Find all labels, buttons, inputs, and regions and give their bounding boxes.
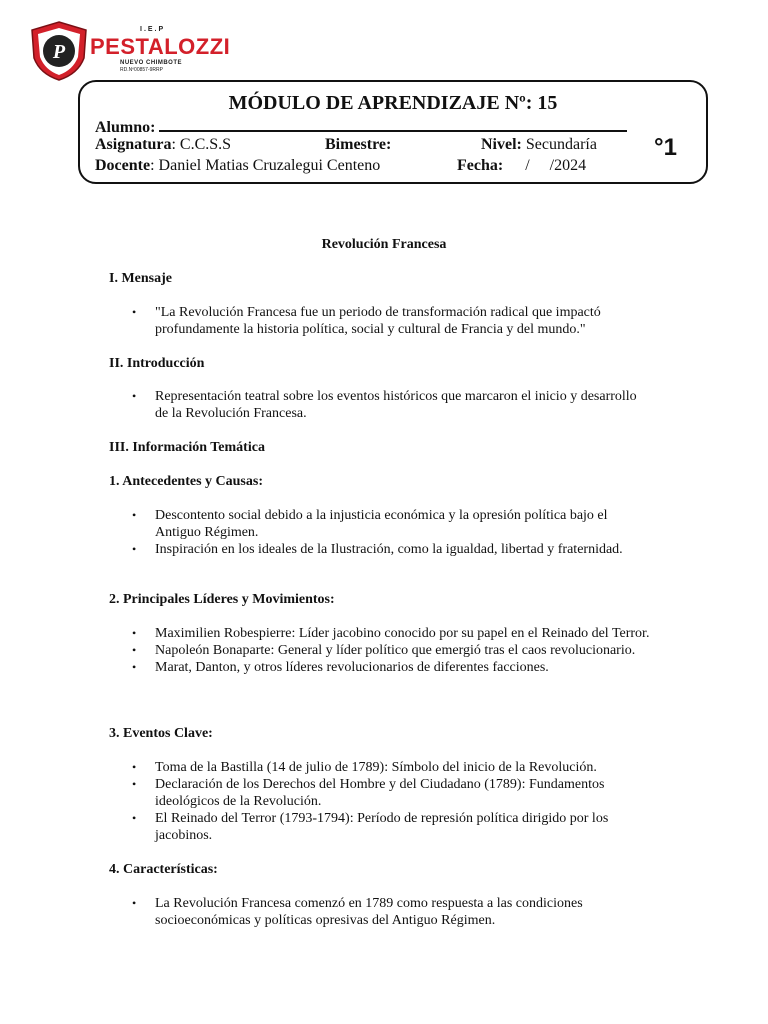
- module-title: MÓDULO DE APRENDIZAJE Nº: 15: [228, 92, 558, 114]
- bullet-icon: •: [132, 643, 137, 657]
- bullet-icon: •: [132, 389, 137, 403]
- list-item: • Napoleón Bonaparte: General y líder político que emergió tras el caos revolucionario.: [132, 643, 636, 658]
- list-item: • Marat, Danton, y otros líderes revolucionarios de diferentes facciones.: [132, 660, 549, 675]
- fecha-value: / /2024: [525, 157, 587, 174]
- alumno-row: [95, 116, 627, 137]
- bullet-icon: •: [132, 660, 137, 674]
- bullet-icon: •: [132, 896, 137, 910]
- section-heading-introduccion: II. Introducción: [109, 356, 205, 371]
- docente-label: Docente: [95, 157, 151, 174]
- fecha-label: Fecha:: [457, 157, 504, 174]
- logo-school-name: PESTALOZZI: [90, 34, 231, 59]
- list-caracteristicas: [132, 895, 652, 929]
- page-number: °1: [654, 134, 677, 161]
- bullet-icon: •: [132, 626, 137, 640]
- nivel-label: Nivel:: [481, 136, 522, 153]
- bullet-icon: •: [132, 760, 137, 774]
- document-title: Revolución Francesa: [321, 237, 447, 252]
- bullet-icon: •: [132, 305, 137, 319]
- bimestre-label: Bimestre:: [325, 136, 392, 153]
- list-item: • El Reinado del Terror (1793-1794): Período de represión política dirigido por los jacobinos.: [132, 811, 609, 843]
- list-item: • Inspiración en los ideales de la Ilustración, como la igualdad, libertad y fraternidad.: [132, 542, 623, 557]
- logo-iep: I.E.P: [140, 26, 166, 33]
- module-header: [78, 80, 708, 184]
- section-heading-caracteristicas: 4. Características:: [109, 862, 218, 877]
- asignatura-value: : C.C.S.S: [171, 136, 232, 153]
- list-eventos: [132, 759, 652, 844]
- docente-value: : Daniel Matias Cruzalegui Centeno: [150, 157, 381, 174]
- asignatura-label: Asignatura: [95, 136, 172, 153]
- bullet-icon: •: [132, 777, 137, 791]
- list-item: • Maximilien Robespierre: Líder jacobino conocido por su papel en el Reinado del Terror.: [132, 626, 650, 641]
- list-item: • La Revolución Francesa comenzó en 1789 como respuesta a las condiciones socioeconómicas y políticas opresivas del Antiguo Régimen.: [132, 896, 583, 928]
- section-heading-antecedentes: 1. Antecedentes y Causas:: [109, 474, 263, 489]
- list-item: • Declaración de los Derechos del Hombre y del Ciudadano (1789): Fundamentos ideológicos de la Revolución.: [132, 777, 605, 809]
- bullet-icon: •: [132, 508, 137, 522]
- school-shield-icon: [28, 20, 90, 82]
- list-item: • "La Revolución Francesa fue un periodo de transformación radical que impactó profundamente la historia política, social y cultural de Francia y del mundo.": [132, 305, 601, 337]
- section-heading-eventos: 3. Eventos Clave:: [109, 726, 213, 741]
- section-heading-informacion-tematica: III. Información Temática: [109, 440, 265, 455]
- section-heading-mensaje: I. Mensaje: [109, 271, 172, 286]
- alumno-blank-line: [159, 116, 627, 132]
- nivel-value: Secundaría: [521, 136, 597, 153]
- list-item: • Representación teatral sobre los eventos históricos que marcaron el inicio y desarrollo de la Revolución Francesa.: [132, 389, 637, 421]
- school-logo: [28, 20, 231, 84]
- list-item: • Toma de la Bastilla (14 de julio de 1789): Símbolo del inicio de la Revolución.: [132, 760, 597, 775]
- list-antecedentes: [132, 507, 652, 558]
- alumno-label: Alumno:: [95, 119, 156, 136]
- section-heading-lideres: 2. Principales Líderes y Movimientos:: [109, 592, 335, 607]
- logo-resolution: RD.Nº00857-9RRP: [120, 67, 163, 73]
- bullet-icon: •: [132, 542, 137, 556]
- bullet-icon: •: [132, 811, 137, 825]
- list-mensaje: [132, 304, 652, 338]
- list-lideres: [132, 625, 652, 676]
- logo-city: NUEVO CHIMBOTE: [120, 60, 183, 66]
- shield-letter: P: [52, 41, 66, 63]
- list-item: • Descontento social debido a la injusticia económica y la opresión política bajo el Antiguo Régimen.: [132, 508, 608, 540]
- list-introduccion: [132, 388, 652, 422]
